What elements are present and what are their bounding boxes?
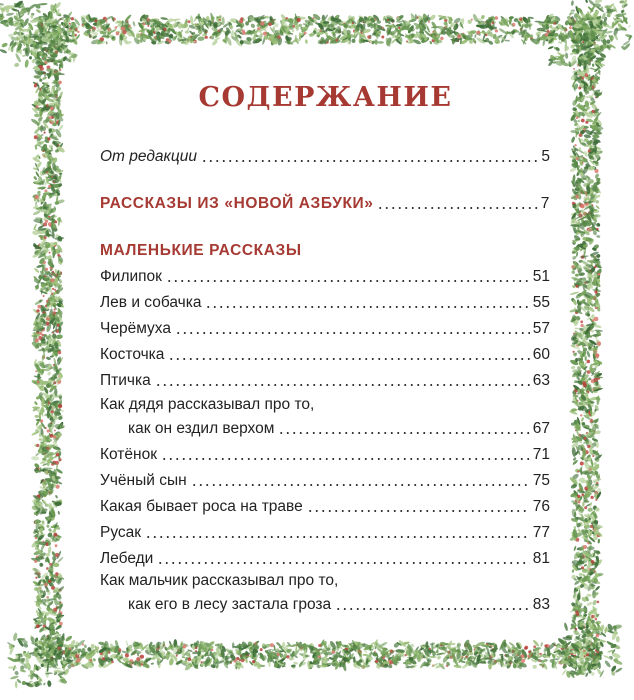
toc-entry[interactable] [100, 518, 550, 542]
toc-entry-title: Черёмуха [100, 320, 171, 337]
toc-entry-page: 77 [532, 524, 550, 541]
toc-entry-title: Лебеди [100, 550, 154, 567]
toc-entry-page: 5 [541, 148, 550, 165]
dot-leader [155, 384, 530, 386]
toc-entry-title: как его в лесу застала гроза [128, 596, 332, 613]
toc-entry-page: 76 [532, 498, 550, 515]
toc-entry-page: 51 [532, 268, 550, 285]
page-title: СОДЕРЖАНИЕ [198, 82, 453, 113]
toc-entry-title: Котёнок [100, 446, 157, 463]
dot-leader [191, 484, 530, 486]
table-of-contents [98, 72, 553, 620]
toc-entry-page: 57 [532, 320, 550, 337]
toc-entry-page: 81 [532, 550, 550, 567]
toc-entry[interactable] [100, 466, 550, 490]
toc-entry-page: 83 [532, 596, 550, 613]
toc-entry[interactable] [100, 492, 550, 516]
dot-leader [157, 562, 529, 564]
toc-entry-page: 55 [532, 294, 550, 311]
toc-entry-line: Как дядя рассказывал про то, [100, 396, 315, 413]
toc-entry-title: Лев и собачка [100, 294, 202, 311]
toc-entry-title: Филипок [100, 268, 162, 285]
dot-leader [335, 608, 530, 610]
toc-entry-section-new-azbuka[interactable] [100, 189, 550, 213]
toc-entry-page: 63 [532, 372, 550, 389]
toc-entry-page: 75 [532, 472, 550, 489]
dot-leader [145, 536, 530, 538]
toc-entry[interactable] [100, 544, 550, 568]
toc-entry-title: как он ездил верхом [128, 420, 275, 437]
toc-entry-page: 60 [532, 346, 550, 363]
toc-entry-page: 67 [532, 420, 550, 437]
toc-entry[interactable] [100, 440, 550, 464]
section-heading: МАЛЕНЬКИЕ РАССКАЗЫ [100, 242, 302, 259]
toc-entry-title: От редакции [100, 148, 197, 165]
toc-entry-title: Какая бывает роса на траве [100, 498, 303, 515]
toc-entry[interactable] [100, 262, 550, 286]
toc-entry[interactable] [100, 340, 550, 364]
dot-leader [307, 510, 530, 512]
dot-leader [175, 332, 530, 334]
toc-entry[interactable] [100, 314, 550, 338]
toc-entry[interactable] [128, 590, 550, 614]
toc-entry-intro[interactable] [100, 142, 550, 166]
toc-entry-line: Как мальчик рассказывал про то, [100, 572, 339, 589]
dot-leader [161, 458, 530, 460]
toc-entry[interactable] [100, 366, 550, 390]
toc-entry-title: Русак [100, 524, 142, 541]
toc-entry-page: 7 [540, 195, 550, 212]
toc-entry-title: Учёный сын [100, 472, 187, 489]
toc-entry[interactable] [128, 414, 550, 438]
dot-leader [201, 160, 538, 162]
toc-entry-page: 71 [532, 446, 550, 463]
toc-entry-title: Птичка [100, 372, 151, 389]
dot-leader [166, 280, 530, 282]
dot-leader [278, 432, 529, 434]
dot-leader [205, 306, 529, 308]
toc-entry-title: РАССКАЗЫ ИЗ «НОВОЙ АЗБУКИ» [100, 195, 374, 212]
dot-leader [168, 358, 529, 360]
dot-leader [377, 207, 537, 209]
toc-entry-title: Косточка [100, 346, 165, 363]
toc-entry[interactable] [100, 288, 550, 312]
